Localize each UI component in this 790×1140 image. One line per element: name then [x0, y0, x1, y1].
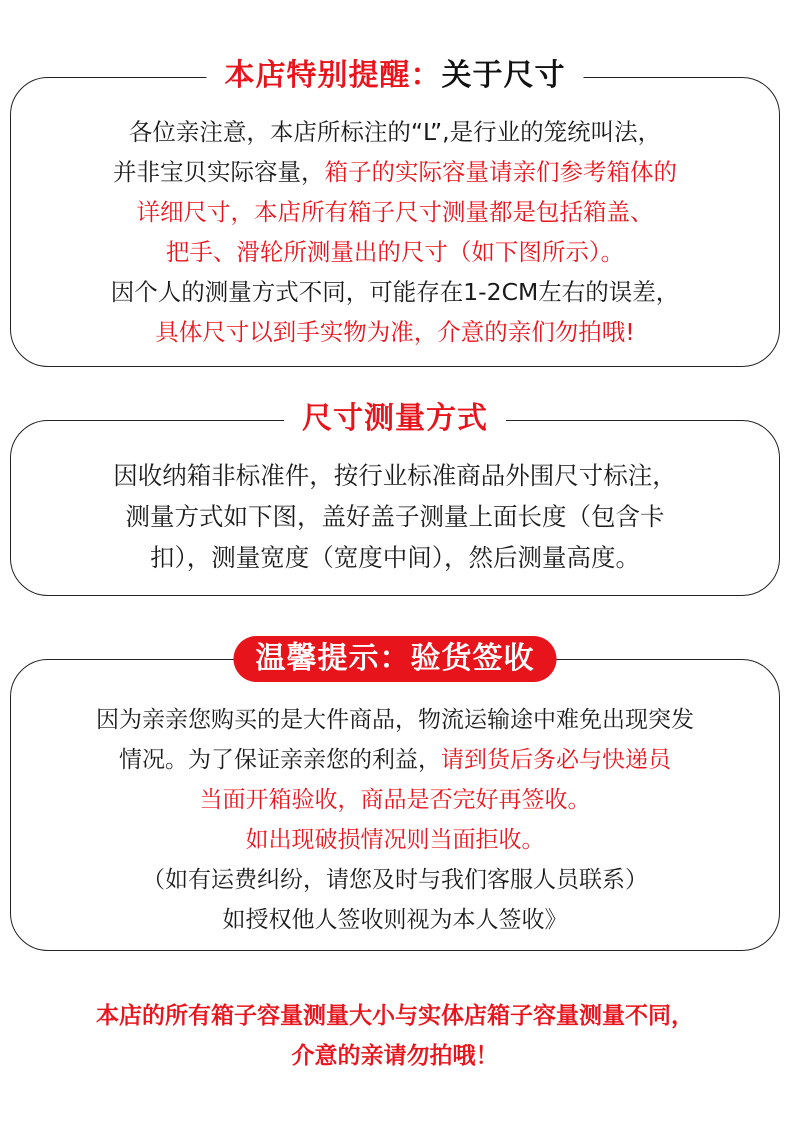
inspection-tip-line	[11, 740, 779, 780]
size-notice-box	[10, 58, 780, 367]
footer-line: 介意的亲请勿拍哦！	[291, 1043, 499, 1069]
size-notice-line	[11, 152, 779, 192]
measure-method-title-text: 尺寸测量方式	[302, 401, 488, 436]
measure-method-box	[10, 401, 780, 596]
size-notice-title-black: 关于尺寸	[441, 58, 566, 93]
inspection-tip-highlight: 当面开箱验收，商品是否完好再签收。	[199, 787, 591, 813]
size-notice-title-red: 本店特别提醒：	[224, 58, 442, 93]
inspection-tip-line: 如授权他人签收则视为本人签收》	[222, 907, 568, 933]
inspection-tip-title	[234, 636, 557, 682]
size-notice-body	[11, 112, 779, 352]
size-notice-highlight: 具体尺寸以到手实物为准，介意的亲们勿拍哦!	[155, 318, 635, 346]
inspection-tip-box	[10, 641, 780, 951]
footer-warning	[0, 996, 790, 1076]
inspection-tip-body	[11, 700, 779, 940]
inspection-tip-text: 情况。为了保证亲亲您的利益，	[119, 747, 441, 773]
measure-method-line: 因收纳箱非标准件，按行业标准商品外围尺寸标注，	[113, 461, 677, 490]
size-notice-line: 各位亲注意，本店所标注的“L”,是行业的笼统叫法，	[128, 118, 662, 146]
size-notice-highlight: 详细尺寸，本店所有箱子尺寸测量都是包括箱盖、	[136, 198, 654, 226]
size-notice-line: 因个人的测量方式不同，可能存在1-2CM左右的误差，	[110, 278, 680, 306]
measure-method-body	[11, 455, 779, 578]
size-notice-text: 并非宝贝实际容量，	[113, 158, 325, 186]
measure-method-line: 测量方式如下图，盖好盖子测量上面长度（包含卡	[125, 502, 665, 531]
inspection-tip-title-text: 温馨提示：验货签收	[255, 641, 535, 676]
inspection-tip-highlight: 如出现破损情况则当面拒收。	[245, 827, 545, 853]
inspection-tip-highlight: 请到货后务必与快递员	[441, 747, 671, 773]
inspection-tip-line: 因为亲亲您购买的是大件商品，物流运输途中难免出现突发	[96, 707, 694, 733]
measure-method-title	[284, 397, 506, 441]
size-notice-title	[207, 54, 584, 98]
size-notice-highlight: 把手、滑轮所测量出的尺寸（如下图所示）。	[165, 238, 625, 266]
size-notice-highlight: 箱子的实际容量请亲们参考箱体的	[324, 158, 677, 186]
footer-line: 本店的所有箱子容量测量大小与实体店箱子容量测量不同，	[96, 1003, 694, 1029]
inspection-tip-line: （如有运费纠纷，请您及时与我们客服人员联系）	[142, 867, 648, 893]
measure-method-line: 扣），测量宽度（宽度中间），然后测量高度。	[150, 543, 640, 572]
